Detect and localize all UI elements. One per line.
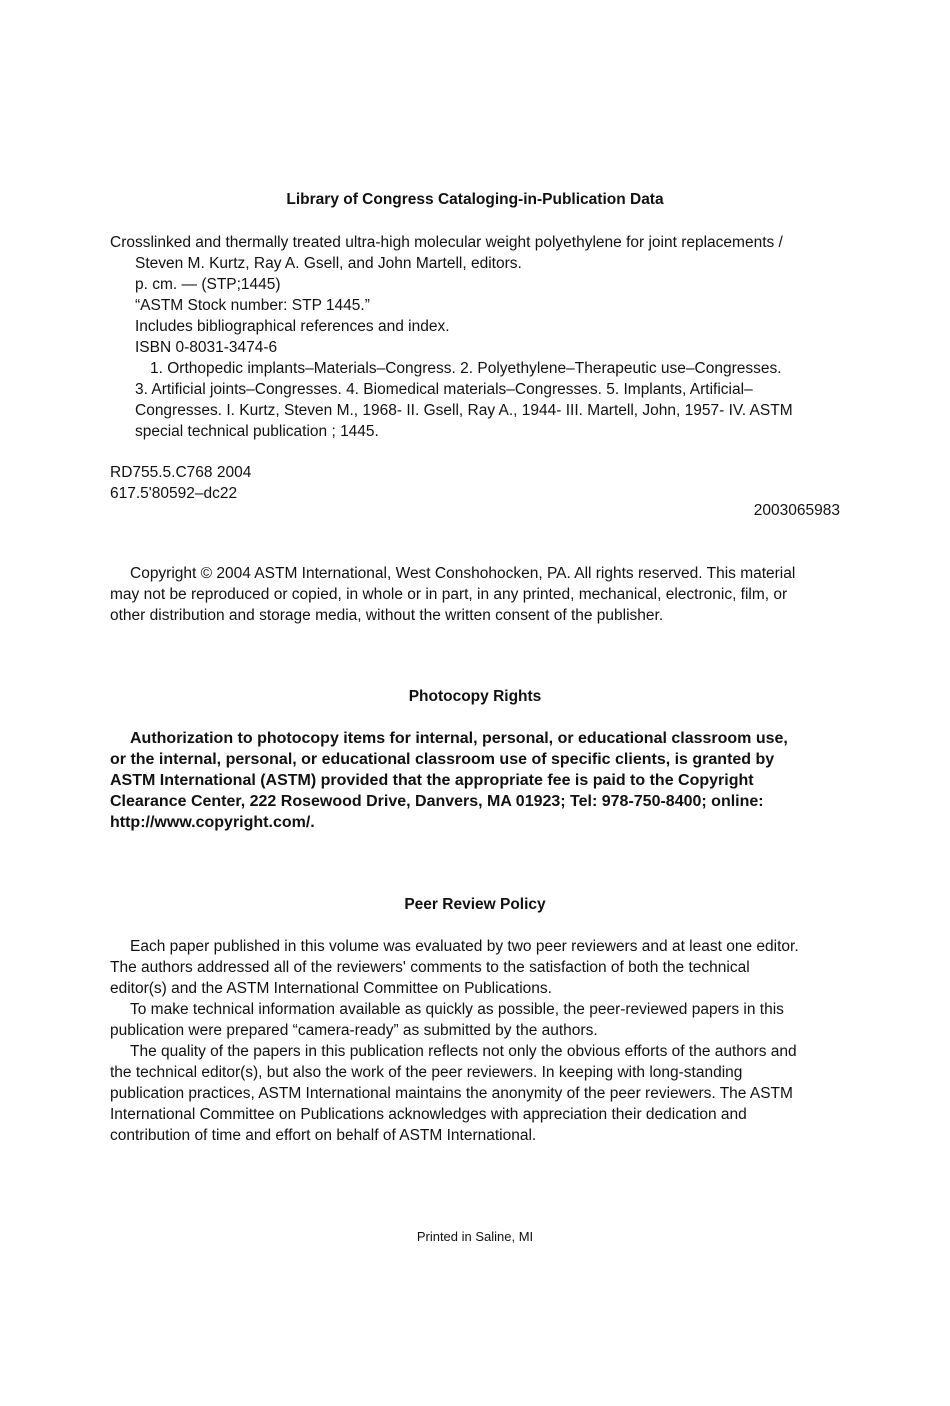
peer-review-line: The quality of the papers in this publication reflects not only the obvious efforts of the authors and: [130, 1043, 797, 1060]
cip-lccn: 2003065983: [753, 502, 840, 519]
cip-subjects-line-4: special technical publication ; 1445.: [135, 423, 379, 440]
photocopy-line-3: ASTM International (ASTM) provided that the appropriate fee is paid to the Copyright: [110, 772, 754, 789]
cip-call-number: RD755.5.C768 2004: [110, 464, 252, 481]
photocopy-line-1: Authorization to photocopy items for internal, personal, or educational classroom use,: [130, 730, 788, 747]
printed-in-footer: Printed in Saline, MI: [416, 1229, 534, 1244]
copyright-line-1: Copyright © 2004 ASTM International, West Conshohocken, PA. All rights reserved. This material: [130, 565, 796, 582]
cip-subjects-line-3: Congresses. I. Kurtz, Steven M., 1968- II. Gsell, Ray A., 1944- III. Martell, John, 1957- IV. ASTM: [135, 402, 793, 419]
peer-review-line: publication practices, ASTM International maintains the anonymity of the peer reviewers. The ASTM: [110, 1085, 793, 1102]
cip-pcm-line: p. cm. — (STP;1445): [135, 276, 281, 293]
peer-review-line: publication were prepared “camera-ready” as submitted by the authors.: [110, 1022, 598, 1039]
peer-review-line: the technical editor(s), but also the work of the peer reviewers. In keeping with long-standing: [110, 1064, 743, 1081]
cip-subjects-line-1: 1. Orthopedic implants–Materials–Congress. 2. Polyethylene–Therapeutic use–Congresses.: [150, 360, 782, 377]
photocopy-line-2: or the internal, personal, or educational classroom use of specific clients, is granted by: [110, 751, 775, 768]
copyright-line-3: other distribution and storage media, without the written consent of the publisher.: [110, 607, 664, 624]
photocopy-heading: Photocopy Rights: [408, 688, 542, 705]
cip-isbn-line: ISBN 0-8031-3474-6: [135, 339, 278, 356]
peer-review-line: contribution of time and effort on behalf of ASTM International.: [110, 1127, 537, 1144]
peer-review-line: To make technical information available as quickly as possible, the peer-reviewed papers in this: [130, 1001, 784, 1018]
copyright-line-2: may not be reproduced or copied, in whole or in part, in any printed, mechanical, electronic, film, or: [110, 586, 788, 603]
cip-dewey-number: 617.5'80592–dc22: [110, 485, 238, 502]
peer-review-line: Each paper published in this volume was evaluated by two peer reviewers and at least one editor.: [130, 938, 799, 955]
cip-title-line-1: Crosslinked and thermally treated ultra-high molecular weight polyethylene for joint replacements /: [110, 234, 783, 251]
cip-heading: Library of Congress Cataloging-in-Publication Data: [286, 191, 664, 208]
cip-stock-line: “ASTM Stock number: STP 1445.”: [135, 297, 370, 314]
photocopy-line-4: Clearance Center, 222 Rosewood Drive, Danvers, MA 01923; Tel: 978-750-8400; online:: [110, 793, 764, 810]
peer-review-heading: Peer Review Policy: [404, 896, 546, 913]
photocopy-url-line: http://www.copyright.com/.: [110, 814, 315, 831]
peer-review-line: The authors addressed all of the reviewers' comments to the satisfaction of both the technical: [110, 959, 750, 976]
cip-includes-line: Includes bibliographical references and index.: [135, 318, 450, 335]
peer-review-line: editor(s) and the ASTM International Committee on Publications.: [110, 980, 552, 997]
cip-title-line-2: Steven M. Kurtz, Ray A. Gsell, and John Martell, editors.: [135, 255, 522, 272]
peer-review-line: International Committee on Publications acknowledges with appreciation their dedication and: [110, 1106, 747, 1123]
cip-subjects-line-2: 3. Artificial joints–Congresses. 4. Biomedical materials–Congresses. 5. Implants, Artificial–: [135, 381, 753, 398]
